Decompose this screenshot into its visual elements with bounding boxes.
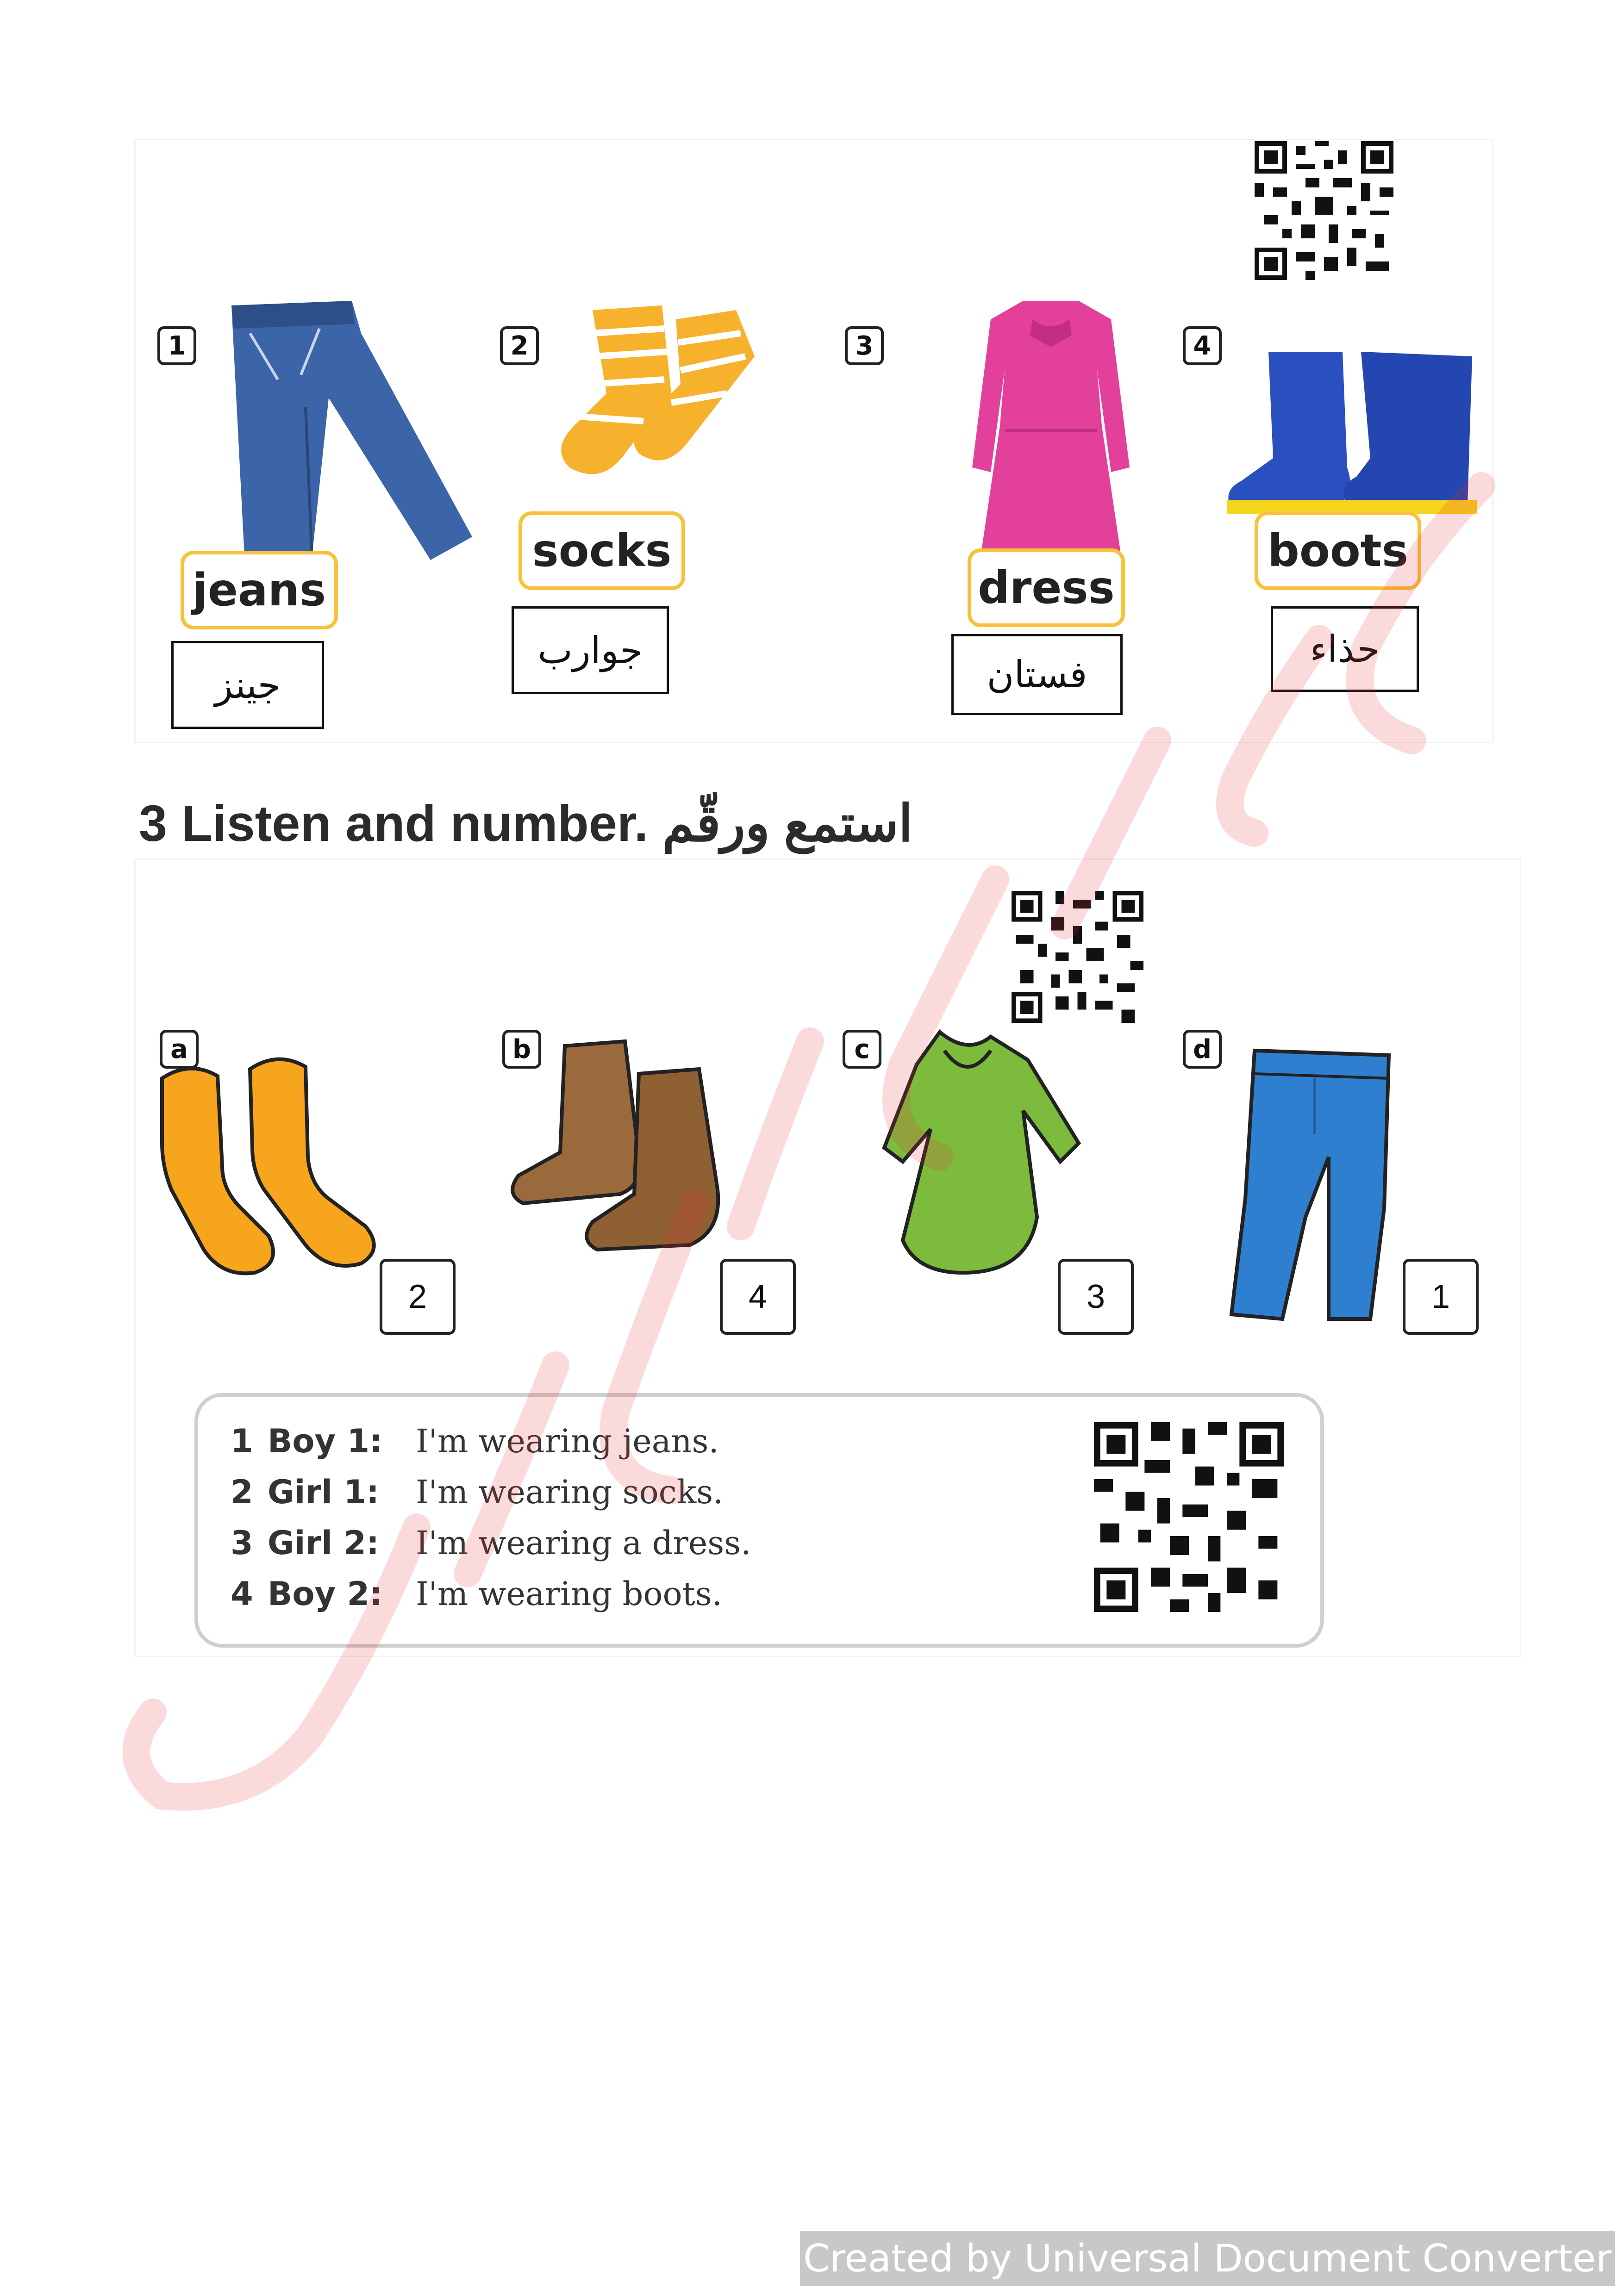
vocab-number-4: 4 — [1183, 326, 1222, 365]
exercise-heading-text: 3 Listen and number. — [139, 795, 649, 852]
qr-code-top-icon — [1255, 141, 1393, 280]
boots-icon — [505, 1037, 745, 1268]
socks-photo — [523, 301, 768, 495]
answer-box-b[interactable]: 4 — [720, 1259, 796, 1335]
vocab-number-3: 3 — [845, 326, 884, 365]
script-text: I'm wearing boots. — [416, 1575, 722, 1613]
vocab-word-jeans: jeans — [181, 551, 338, 629]
script-text: I'm wearing jeans. — [416, 1422, 719, 1460]
script-line-number: 3 — [231, 1524, 253, 1562]
vocab-word-socks: socks — [518, 511, 685, 590]
vocab-arabic-boots: حذاء — [1271, 606, 1419, 692]
script-line-number: 2 — [231, 1473, 253, 1511]
vocab-word-boots: boots — [1255, 511, 1421, 590]
qr-code-script-icon — [1094, 1422, 1284, 1612]
answer-box-d[interactable]: 1 — [1403, 1259, 1479, 1335]
vocab-number-1: 1 — [157, 326, 196, 365]
script-line-2 — [231, 1473, 723, 1511]
script-text: I'm wearing socks. — [416, 1473, 724, 1511]
script-line-number: 4 — [231, 1575, 253, 1613]
script-speaker: Boy 1: — [268, 1422, 383, 1460]
qr-code-middle-icon — [1012, 891, 1143, 1023]
script-line-number: 1 — [231, 1422, 253, 1460]
audio-script-box — [194, 1393, 1324, 1648]
dress-photo — [958, 292, 1143, 551]
script-line-4 — [231, 1575, 722, 1613]
exercise-heading-arabic: استمع ورقّم — [662, 795, 913, 852]
script-speaker: Girl 2: — [268, 1524, 380, 1562]
socks-icon — [153, 1051, 398, 1291]
script-line-1 — [231, 1422, 719, 1460]
answer-box-c[interactable]: 3 — [1058, 1259, 1134, 1335]
exercise-letter-b: b — [502, 1030, 541, 1069]
script-speaker: Girl 1: — [268, 1473, 380, 1511]
vocab-word-dress: dress — [968, 548, 1125, 627]
jeans-icon — [1222, 1041, 1407, 1328]
vocab-arabic-dress: فستان — [951, 634, 1123, 715]
vocab-arabic-socks: جوارب — [512, 606, 669, 694]
exercise-letter-a: a — [160, 1030, 199, 1069]
vocab-number-2: 2 — [500, 326, 539, 365]
script-text: I'm wearing a dress. — [416, 1524, 751, 1562]
boots-photo — [1222, 352, 1481, 528]
exercise-letter-c: c — [843, 1030, 881, 1069]
script-speaker: Boy 2: — [268, 1575, 383, 1613]
exercise-letter-d: d — [1183, 1030, 1222, 1069]
exercise-heading — [139, 794, 912, 853]
converter-footer: Created by Universal Document Converter — [800, 2231, 1615, 2286]
answer-box-a[interactable]: 2 — [380, 1259, 456, 1335]
vocab-arabic-jeans: جينز — [171, 641, 324, 729]
script-line-3 — [231, 1524, 751, 1562]
jeans-photo — [213, 296, 481, 583]
dress-icon — [875, 1023, 1088, 1291]
